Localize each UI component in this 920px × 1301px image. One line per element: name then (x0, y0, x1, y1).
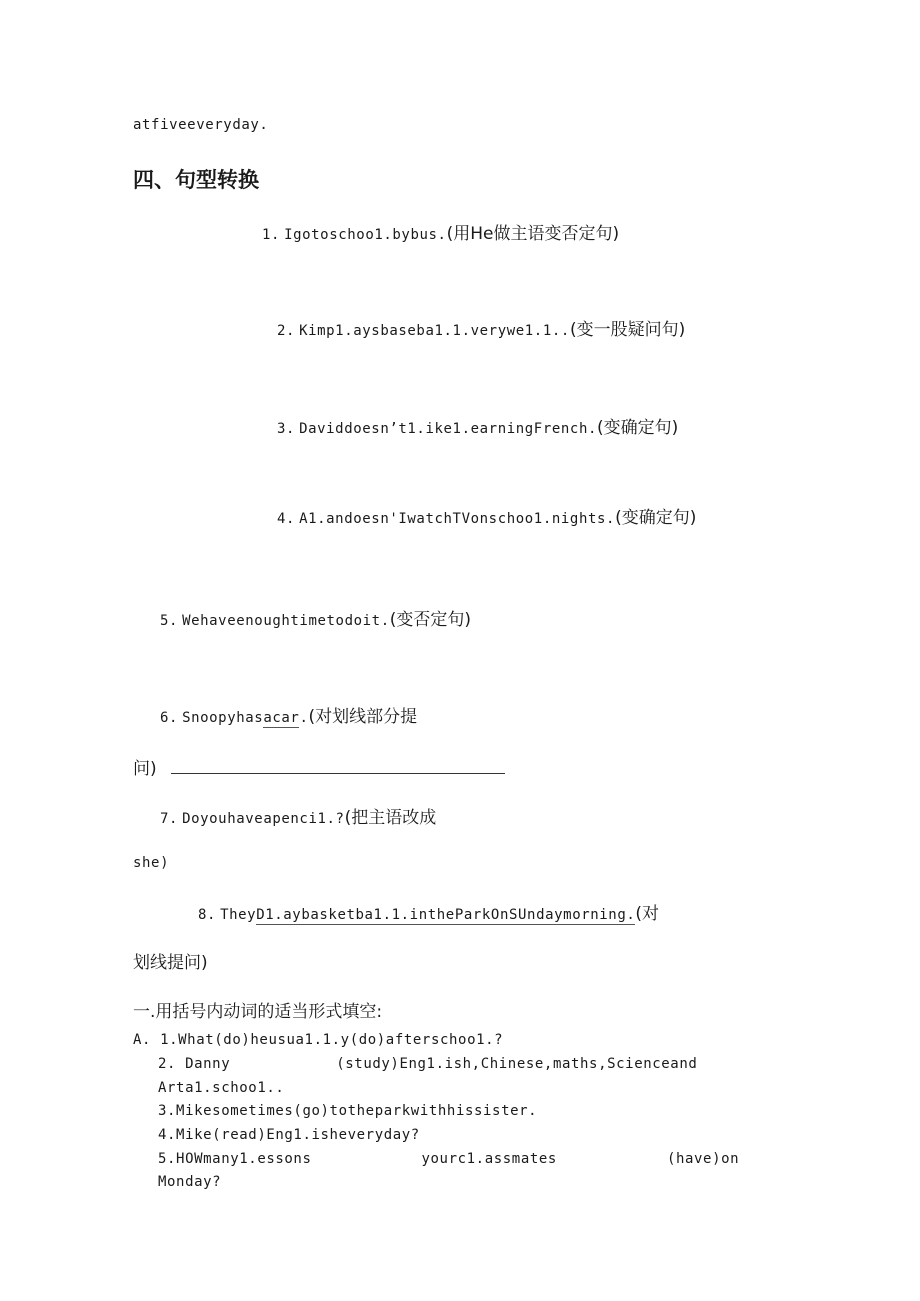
section-heading: 一.用括号内动词的适当形式填空: (133, 1002, 383, 1022)
question-text: yourc1.assmates (421, 1151, 557, 1167)
part-label: A. (133, 1032, 152, 1048)
exercise-line (158, 1152, 739, 1166)
item-sentence: They (220, 907, 257, 923)
item-number: 4. (277, 511, 296, 527)
item-sentence: Kimp1.aysbaseba1.1.verywe1.1.. (299, 323, 570, 339)
underlined-phrase: acar (263, 710, 300, 726)
item-instruction: (把主语改成 (344, 808, 437, 828)
exercise-item (160, 810, 436, 827)
question-number: 2. (158, 1056, 177, 1072)
exercise-item (160, 709, 417, 726)
underlined-phrase: D1.aybasketba1.1.intheParkOnSUndaymorning. (256, 907, 636, 923)
item-number: 6. (160, 710, 179, 726)
item-number: 1. (262, 227, 281, 243)
item-sentence: Wehaveenoughtimetodoit. (182, 613, 390, 629)
item-sentence: Daviddoesn’t1.ike1.earningFrench. (299, 421, 598, 437)
item-instruction: (用He做主语变否定句) (446, 224, 620, 244)
question-text: (study)Eng1.ish,Chinese,maths,Scienceand (336, 1056, 698, 1072)
exercise-line: 4.Mike(read)Eng1.isheveryday? (158, 1127, 420, 1143)
exercise-line: 3.Mikesometimes(go)totheparkwithhissister. (158, 1103, 538, 1119)
item-instruction-cont: 问) (133, 759, 157, 779)
item-instruction: (变否定句) (389, 610, 471, 630)
section-heading: 四、句型转换 (133, 168, 259, 192)
exercise-item (160, 612, 471, 629)
item-instruction: (变一股疑问句) (569, 320, 686, 340)
top-fragment: atfiveeveryday. (133, 117, 269, 133)
exercise-item (277, 510, 696, 527)
item-instruction-cont: she) (133, 855, 170, 871)
item-instruction: (对划线部分提 (308, 707, 418, 727)
exercise-line (158, 1057, 697, 1071)
question-text: (have)on (666, 1151, 740, 1167)
item-number: 2. (277, 323, 296, 339)
item-number: 8. (198, 907, 217, 923)
item-number: 3. (277, 421, 296, 437)
exercise-item (277, 420, 678, 437)
item-sentence: Igotoschoo1.bybus. (284, 227, 447, 243)
item-instruction-cont: 划线提问) (133, 953, 208, 973)
answer-blank[interactable] (171, 759, 505, 774)
exercise-line-cont: Monday? (158, 1174, 222, 1190)
item-sentence: Doyouhaveapenci1.? (182, 811, 345, 827)
item-number: 7. (160, 811, 179, 827)
exercise-line (133, 1033, 503, 1047)
item-sentence: Snoopyhas (182, 710, 264, 726)
item-number: 5. (160, 613, 179, 629)
item-instruction: (对 (635, 904, 660, 924)
exercise-item (198, 906, 659, 923)
item-instruction: (变确定句) (615, 508, 697, 528)
exercise-line-cont: Arta1.schoo1.. (158, 1080, 285, 1096)
question-text: 1.What(do)heusua1.1.y(do)afterschoo1.? (160, 1032, 504, 1048)
question-text: 5.HOWmany1.essons (158, 1151, 312, 1167)
exercise-item (277, 322, 685, 339)
exercise-item (262, 226, 619, 243)
item-instruction: (变确定句) (597, 418, 679, 438)
question-text: Danny (185, 1056, 231, 1072)
item-sentence-end: . (299, 710, 309, 726)
answer-line-row (133, 759, 505, 778)
item-sentence: A1.andoesn'IwatchTVonschoo1.nights. (299, 511, 616, 527)
